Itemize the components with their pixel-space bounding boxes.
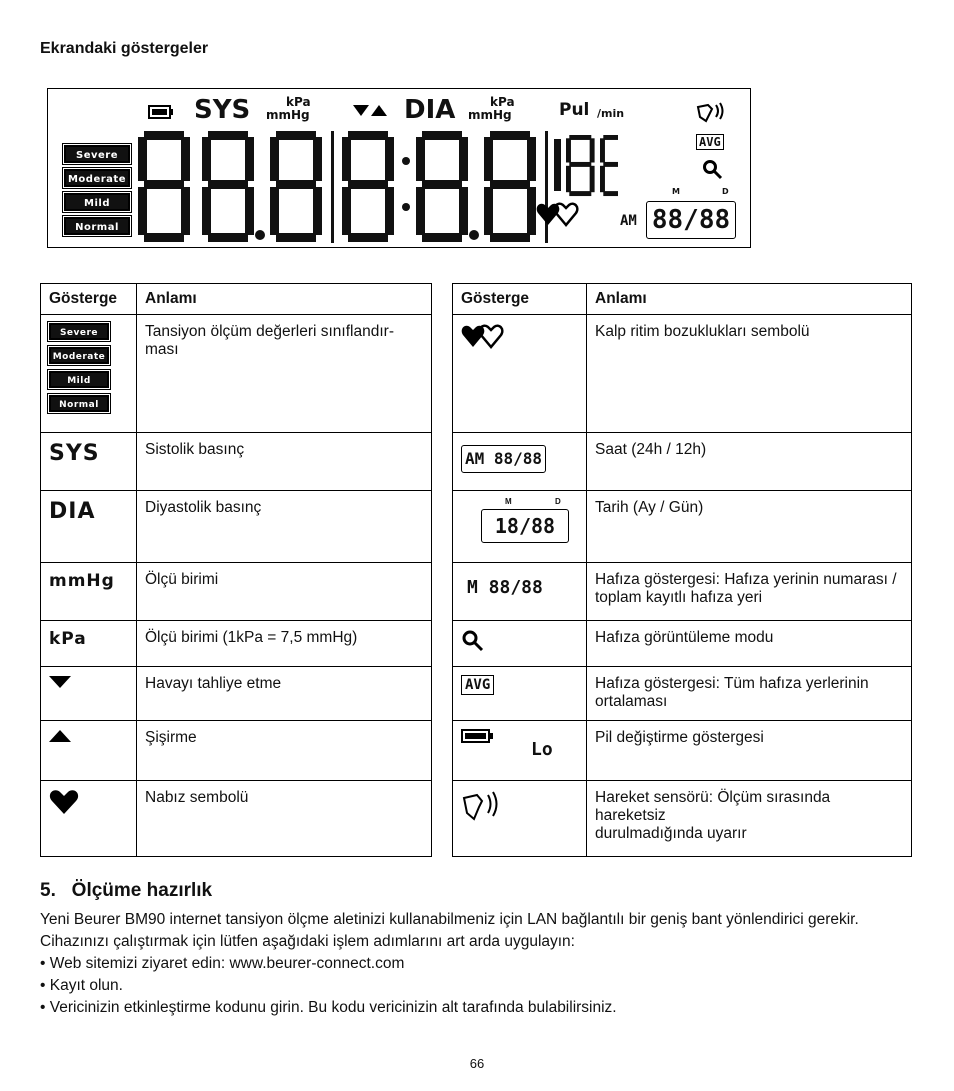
bullet-item: • Kayıt olun. (40, 977, 123, 994)
table-row (453, 621, 912, 667)
mmhg-symbol: mmHg (49, 571, 115, 591)
meaning-cell (587, 781, 912, 857)
motion-hand-icon-table (461, 789, 505, 823)
triangle-down-icon (49, 675, 71, 689)
battery-icon (148, 105, 174, 119)
meaning-cell: Hafıza göstergesi: Hafıza yerinin numarası / toplam kayıtlı hafıza yeri (587, 563, 912, 621)
table-row (41, 563, 432, 621)
section-title: 5. Ölçüme hazırlık (40, 880, 213, 901)
table-header-row (453, 284, 912, 315)
severity-severe-small: Severe (49, 323, 109, 340)
sys-label: SYS (194, 95, 251, 125)
month-label: M (672, 187, 680, 196)
battery-icon-table (461, 729, 495, 743)
kpa-symbol: kPa (49, 629, 87, 649)
meaning-cell: Diyastolik basınç (137, 491, 432, 563)
severity-normal: Normal (64, 217, 130, 235)
table-row (41, 315, 432, 433)
avg-label: AVG (696, 134, 724, 150)
clock-digits: 88/88 (651, 205, 731, 235)
severity-moderate-small: Moderate (49, 347, 109, 364)
meaning-cell: Ölçü birimi (1kPa = 7,5 mmHg) (137, 621, 432, 667)
col-header-indicator: Gösterge (41, 284, 137, 315)
severity-scale-icon (41, 315, 137, 433)
arrhythmia-heart-icon (536, 201, 582, 227)
right-indicator-table (452, 283, 912, 857)
col-header-meaning: Anlamı (587, 284, 912, 315)
severity-severe: Severe (64, 145, 130, 163)
severity-normal-small: Normal (49, 395, 109, 412)
kpa-label: kPa (286, 95, 311, 109)
severity-mild: Mild (64, 193, 130, 211)
clock-box (646, 201, 736, 239)
table-row (453, 433, 912, 491)
meaning-cell: Kalp ritim bozuklukları sembolü (587, 315, 912, 433)
severity-moderate: Moderate (64, 169, 130, 187)
arrhythmia-heart-icon-table (461, 323, 509, 349)
table-row (453, 721, 912, 781)
meaning-cell: Nabız sembolü (137, 781, 432, 857)
per-min-label: /min (597, 107, 625, 120)
severity-scale (64, 145, 130, 241)
am-label: AM (620, 213, 637, 229)
motion-hand-icon (696, 101, 726, 125)
table-row (41, 667, 432, 721)
day-marker: D (555, 497, 561, 506)
severity-mild-small: Mild (49, 371, 109, 388)
page-number: 66 (469, 1056, 485, 1071)
meaning-cell: Hafıza göstergesi: Tüm hafıza yerlerinin ortalaması (587, 667, 912, 721)
day-label: D (722, 187, 729, 196)
bullet-item: • Web sitemizi ziyaret edin: www.beurer-connect.com (40, 955, 405, 972)
magnifier-icon-table (461, 629, 485, 653)
table-row (453, 563, 912, 621)
meaning-cell: Pil değiştirme göstergesi (587, 721, 912, 781)
table-row (453, 315, 912, 433)
dia-label: DIA (404, 95, 456, 125)
screen-indicators-heading: Ekrandaki göstergeler (40, 40, 209, 57)
meaning-line-1: Hareket sensörü: Ölçüm sırasında hareketsiz (595, 789, 831, 824)
col-header-meaning: Anlamı (137, 284, 432, 315)
lcd-display (47, 88, 751, 248)
section-body (40, 909, 920, 1019)
left-indicator-table (40, 283, 432, 857)
month-marker: M (505, 497, 512, 506)
mmhg-label: mmHg (266, 108, 310, 122)
meaning-cell: Şişirme (137, 721, 432, 781)
table-row (41, 621, 432, 667)
sys-symbol: SYS (49, 441, 100, 466)
meaning-line-2: durulmadığında uyarır (595, 825, 747, 842)
table-header-row (41, 284, 432, 315)
avg-symbol: AVG (461, 675, 494, 695)
memory-symbol: M 88/88 (467, 577, 543, 598)
table-row (41, 433, 432, 491)
meaning-cell: Ölçü birimi (137, 563, 432, 621)
table-row (453, 491, 912, 563)
triangle-up-icon (49, 729, 71, 743)
bullet-item: • Vericinizin etkinleştirme kodunu girin. Bu kodu vericinizin alt tarafında bulabilirsiniz. (40, 999, 617, 1016)
pul-label: Pul (559, 100, 590, 120)
meaning-cell: Hafıza görüntüleme modu (587, 621, 912, 667)
low-battery-symbol: Lo (531, 739, 553, 760)
magnifier-icon (702, 159, 724, 181)
heart-icon (49, 789, 79, 815)
meaning-cell: Tarih (Ay / Gün) (587, 491, 912, 563)
meaning-cell: Sistolik basınç (137, 433, 432, 491)
inflate-deflate-icon (353, 105, 389, 117)
section-paragraph: Yeni Beurer BM90 internet tansiyon ölçme aletinizi kullanabilmeniz için LAN bağlantılı bir geniş bant yönlendirici gerekir. Cihazınızı çalıştırmak için lütfen aşağıdaki işlem adımlarını art arda uygulayın: (40, 911, 859, 950)
table-row (453, 667, 912, 721)
table-row (41, 781, 432, 857)
clock-symbol: AM 88/88 (461, 445, 546, 473)
table-row (41, 491, 432, 563)
meaning-cell: Havayı tahliye etme (137, 667, 432, 721)
mmhg-label-2: mmHg (468, 108, 512, 122)
col-header-indicator: Gösterge (453, 284, 587, 315)
dia-symbol: DIA (49, 499, 96, 524)
kpa-label-2: kPa (490, 95, 515, 109)
meaning-cell: Saat (24h / 12h) (587, 433, 912, 491)
table-row (453, 781, 912, 857)
date-symbol: 18/88 (481, 509, 569, 543)
meaning-cell: Tansiyon ölçüm değerleri sınıflandır-ması (137, 315, 432, 433)
table-row (41, 721, 432, 781)
